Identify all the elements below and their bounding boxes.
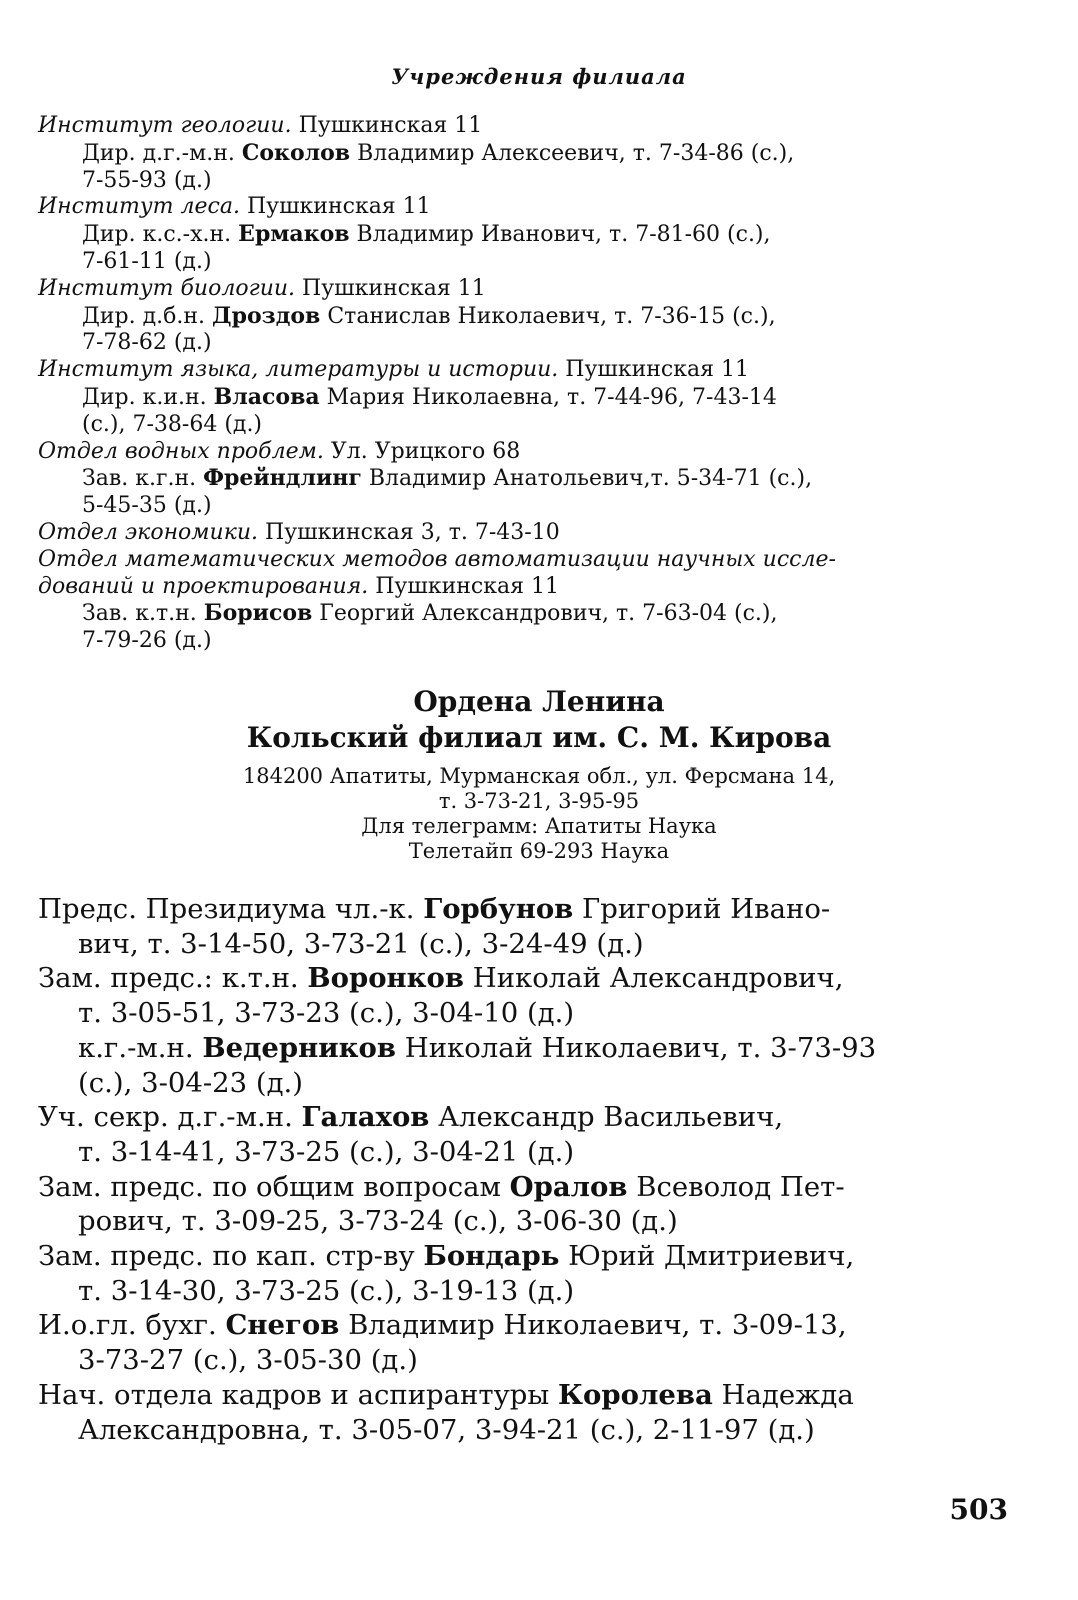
list-item: Отдел водных проблем. Ул. Урицкого 68 [38,438,521,464]
branch-title-line1: Ордена Ленина [413,685,665,718]
staff-entry-cont: т. 3-05-51, 3-73-23 (с.), 3-04-10 (д.) [78,997,575,1030]
director-line-cont: 5-45-35 (д.) [82,493,212,519]
list-item-cont: дований и проектирования. Пушкинская 11 [38,573,559,599]
director-line-cont: 7-55-93 (д.) [82,167,212,193]
director-line: Дир. к.с.-х.н. Ермаков Владимир Иванович, т. 7-81-60 (с.), [82,221,771,248]
staff-entry: Зам. предс. по кап. стр-ву Бондарь Юрий Дмитриевич, [38,1240,855,1273]
list-item: Институт языка, литературы и истории. Пушкинская 11 [38,357,749,383]
director-line: Дир. д.г.-м.н. Соколов Владимир Алексеевич, т. 7-34-86 (с.), [82,139,795,166]
phone-line: т. 3-73-21, 3-95-95 [438,789,640,813]
list-item: Институт леса. Пушкинская 11 [38,194,431,220]
director-line-cont: 7-79-26 (д.) [82,628,212,654]
list-item: Отдел экономики. Пушкинская 3, т. 7-43-10 [38,519,560,545]
branch-title-line2: Кольский филиал им. С. М. Кирова [246,721,832,754]
staff-entry-cont: Александровна, т. 3-05-07, 3-94-21 (с.), 2-11-97 (д.) [78,1413,815,1446]
staff-entry-cont: т. 3-14-41, 3-73-25 (с.), 3-04-21 (д.) [78,1135,575,1168]
telegram-line: Для телеграмм: Апатиты Наука [361,814,717,838]
teletype-line: Телетайп 69-293 Наука [408,839,670,863]
page-number: 503 [949,1493,1008,1526]
staff-entry: Предс. Президиума чл.-к. Горбунов Григорий Ивано- [38,893,831,925]
staff-entry: Нач. отдела кадров и аспирантуры Королева Надежда [38,1378,854,1411]
address-line: 184200 Апатиты, Мурманская обл., ул. Ферсмана 14, [242,764,836,788]
staff-list [38,892,1033,1447]
staff-entry-cont: вич, т. 3-14-50, 3-73-21 (с.), 3-24-49 (д.) [78,927,644,960]
staff-entry-cont: 3-73-27 (с.), 3-05-30 (д.) [78,1344,418,1377]
branch-address [0,764,1078,864]
staff-entry: к.г.-м.н. Ведерников Николай Николаевич, т. 3-73-93 [78,1031,877,1064]
staff-entry-cont: (с.), 3-04-23 (д.) [78,1066,304,1099]
director-line-cont: (с.), 7-38-64 (д.) [82,411,263,437]
director-line: Дир. к.и.н. Власова Мария Николаевна, т. 7-44-96, 7-43-14 [82,383,777,410]
staff-entry-cont: рович, т. 3-09-25, 3-73-24 (с.), 3-06-30 (д.) [78,1205,678,1238]
director-line-cont: 7-61-11 (д.) [82,248,212,274]
list-item: Институт биологии. Пушкинская 11 [38,275,486,301]
list-item: Институт геологии. Пушкинская 11 [38,113,483,138]
staff-entry: Зам. предс.: к.т.н. Воронков Николай Александрович, [38,962,844,995]
director-line-cont: 7-78-62 (д.) [82,330,212,356]
section-heading: Учреждения филиала [391,64,687,89]
staff-entry-cont: т. 3-14-30, 3-73-25 (с.), 3-19-13 (д.) [78,1274,575,1307]
institutes-list [38,113,1028,655]
staff-entry: Зам. предс. по общим вопросам Оралов Всеволод Пет- [38,1170,845,1203]
director-line: Зав. к.т.н. Борисов Георгий Александрович, т. 7-63-04 (с.), [82,600,778,627]
staff-entry: Уч. секр. д.г.-м.н. Галахов Александр Васильевич, [38,1101,784,1134]
director-line: Дир. д.б.н. Дроздов Станислав Николаевич, т. 7-36-15 (с.), [82,302,776,329]
director-line: Зав. к.г.н. Фрейндлинг Владимир Анатольевич,т. 5-34-71 (с.), [82,465,813,492]
staff-entry: И.о.гл. бухг. Снегов Владимир Николаевич, т. 3-09-13, [38,1309,847,1342]
list-item: Отдел математических методов автоматизации научных иссле- [38,546,836,572]
